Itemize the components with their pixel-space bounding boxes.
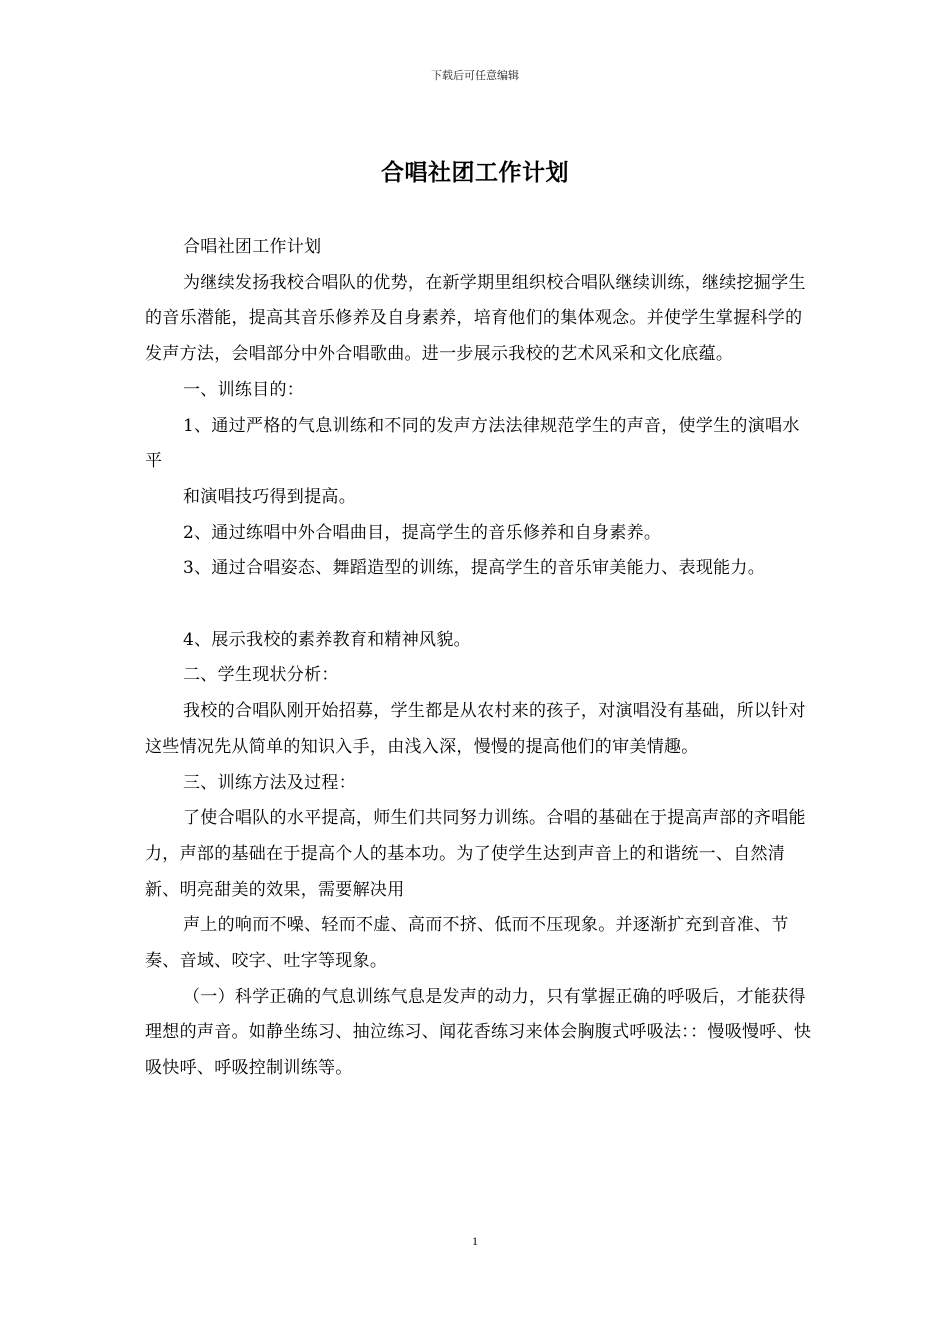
section-heading-training-goals: 一、训练目的： bbox=[183, 379, 305, 400]
paragraph-training-methods: 了使合唱队的水平提高，师生们共同努力训练。合唱的基础在于提高声部的齐唱能力，声部的基础在于提高个人的基本功。为了使学生达到声音上的和谐统一、自然清新、明亮甜美的效果，需要解决用 bbox=[145, 808, 806, 900]
page-number: 1 bbox=[472, 1234, 478, 1248]
document-body bbox=[145, 230, 815, 1087]
document-title: 合唱社团工作计划 bbox=[381, 160, 569, 186]
blank-line bbox=[145, 587, 815, 623]
paragraph-training-methods-continued: 声上的响而不噪、轻而不虚、高而不挤、低而不压现象。并逐渐扩充到音准、节奏、音域、咬字、吐字等现象。 bbox=[145, 915, 789, 972]
list-item-goal-1-continued: 和演唱技巧得到提高。 bbox=[183, 486, 356, 507]
list-item-goal-1: 1、通过严格的气息训练和不同的发声方法法律规范学生的声音，使学生的演唱水平 bbox=[145, 415, 800, 472]
list-item-goal-4: 4、展示我校的素养教育和精神风貌。 bbox=[183, 629, 471, 650]
list-item-goal-3: 3、通过合唱姿态、舞蹈造型的训练，提高学生的音乐审美能力、表现能力。 bbox=[183, 558, 766, 579]
section-heading-student-analysis: 二、学生现状分析： bbox=[183, 665, 339, 686]
page-header-note: 下载后可任意编辑 bbox=[431, 69, 519, 82]
list-item-goal-2: 2、通过练唱中外合唱曲目，提高学生的音乐修养和自身素养。 bbox=[183, 522, 662, 543]
paragraph-intro: 为继续发扬我校合唱队的优势，在新学期里组织校合唱队继续训练，继续挖掘学生的音乐潜能，提高其音乐修养及自身素养，培育他们的集体观念。并使学生掌握科学的发声方法，会唱部分中外合唱歌曲。进一步展示我校的艺术风采和文化底蕴。 bbox=[145, 272, 806, 365]
paragraph-subtitle: 合唱社团工作计划 bbox=[183, 237, 322, 257]
section-heading-training-methods: 三、训练方法及过程： bbox=[183, 772, 356, 793]
paragraph-student-analysis: 我校的合唱队刚开始招募，学生都是从农村来的孩子，对演唱没有基础，所以针对这些情况先从简单的知识入手，由浅入深，慢慢的提高他们的审美情趣。 bbox=[145, 701, 806, 757]
paragraph-breath-training: （一）科学正确的气息训练气息是发声的动力，只有掌握正确的呼吸后，才能获得理想的声音。如静坐练习、抽泣练习、闻花香练习来体会胸腹式呼吸法：：慢吸慢呼、快吸快呼、呼吸控制训练等。 bbox=[145, 986, 812, 1079]
